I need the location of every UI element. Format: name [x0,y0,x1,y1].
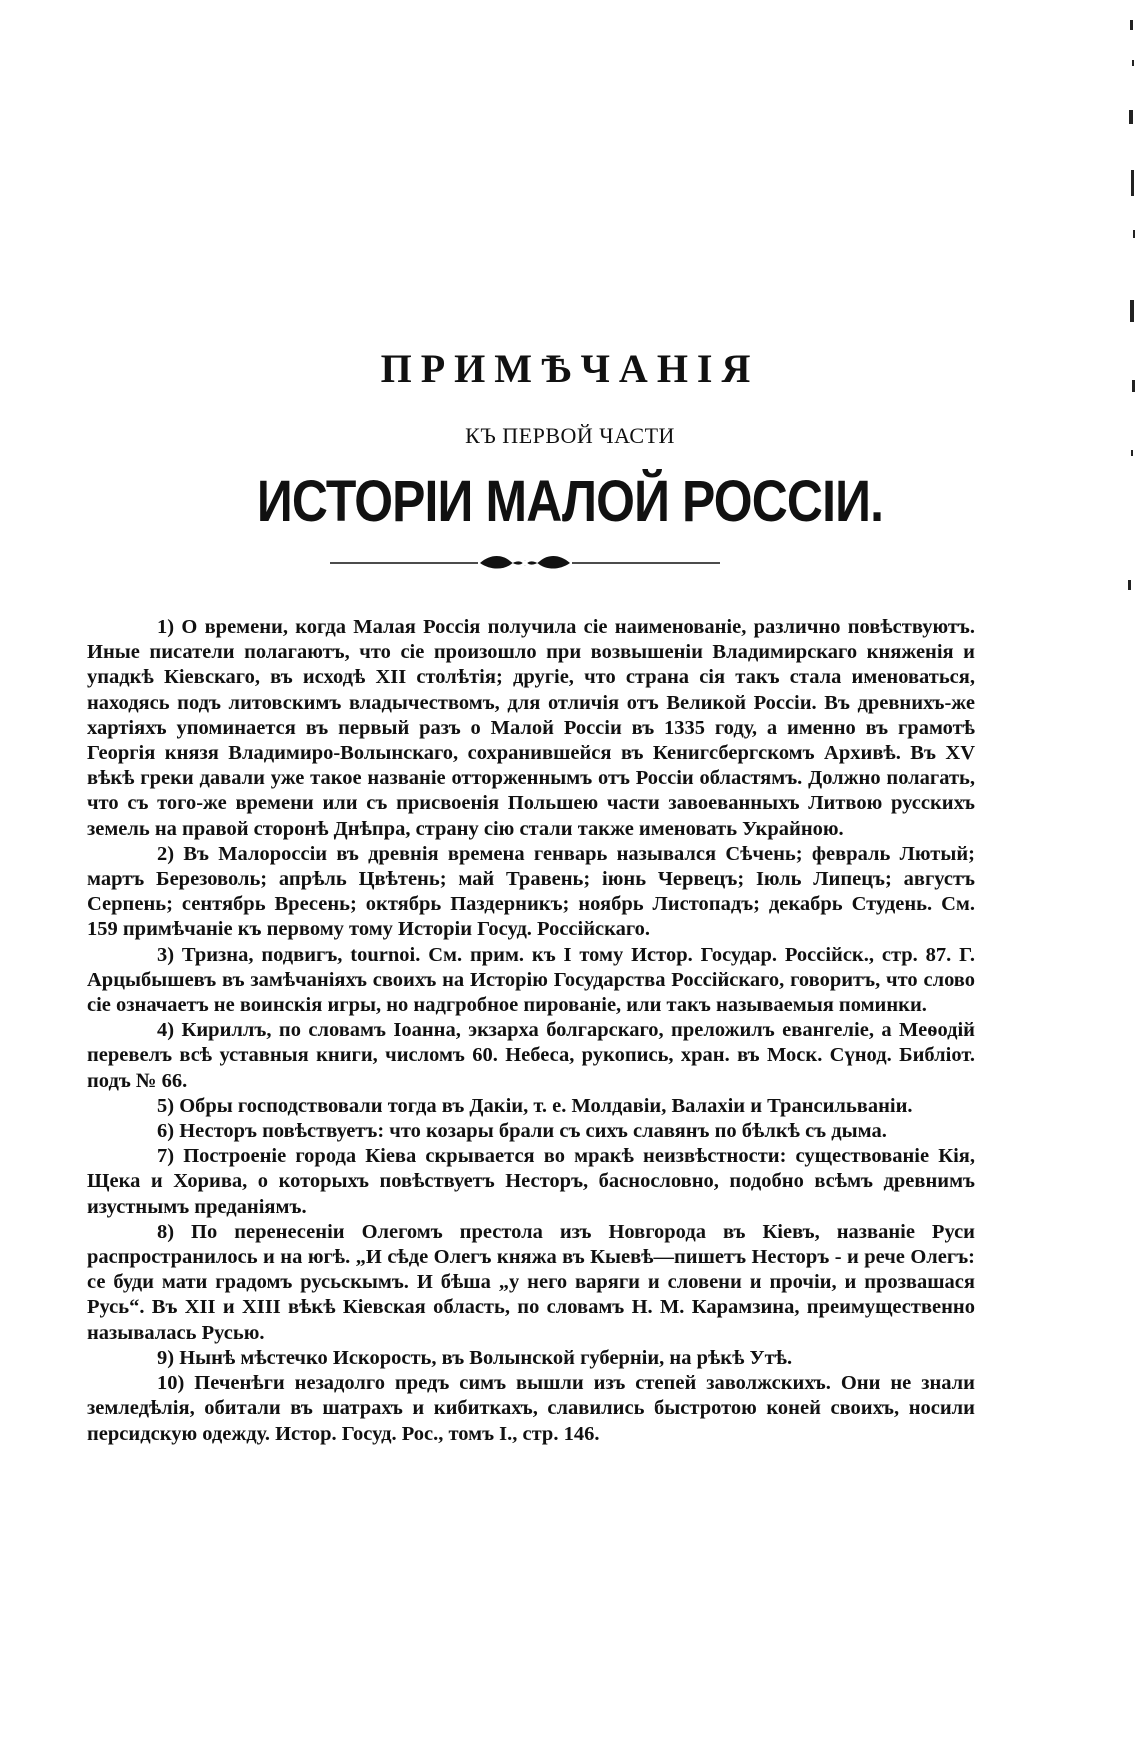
note-paragraph: 1) О времени, когда Малая Россія получила сіе наименованіе, различно повѣствуютъ. Иные писатели полагаютъ, что сіе произошло при возвышеніи Владимирскаго княженія и упадкѣ Кіевскаго, въ исходѣ XII столѣтія; другіе, что страна сія такъ стала именоваться, находясь подъ литовскимъ владычествомъ, для отличія отъ Великой Россіи. Въ древнихъ-же хартіяхъ упоминается въ первый разъ о Малой Россіи въ 1335 году, а именно въ грамотѣ Георгія князя Владимиро-Волынскаго, сохранившейся въ Кенигсбергскомъ Архивѣ. Въ XV вѣкѣ греки давали уже такое названіе отторженнымъ отъ Россіи областямъ. Должно полагать, что съ того-же времени или съ присвоенія Польшею части завоеванныхъ Литвою русскихъ земель на правой сторонѣ Днѣпра, страну сію стали также именовать Украйною. [87,616,975,840]
note-paragraph: 9) Нынѣ мѣстечко Искорость, въ Волынской губерніи, на рѣкѣ Утѣ. [157,1346,793,1369]
note-paragraph: 3) Тризна, подвигъ, tournoi. См. прим. къ I тому Истор. Государ. Россійск., стр. 87. Г. Арцыбышевъ въ замѣчаніяхъ своихъ на Исторію Государства Россійскаго, говоритъ, что слово сіе означаетъ не воинскія игры, но надгробное пированіе, или такъ называемыя поминки. [87,943,975,1017]
page-title: ПРИМѢЧАНІЯ [380,346,760,391]
note-paragraph: 6) Несторъ повѣствуетъ: что козары брали съ сихъ славянъ по бѣлкѣ съ дыма. [157,1120,887,1143]
notes-body [87,615,975,1447]
note-paragraph: 2) Въ Малороссіи въ древнія времена генварь назывался Сѣчень; февраль Лютый; мартъ Березоволь; апрѣль Цвѣтень; май Травень; іюнь Червецъ; Іюль Липецъ; августъ Серпень; сентябрь Вресень; октябрь Паздерникъ; ноябрь Листопадъ; декабрь Студень. См. 159 примѣчаніе къ первому тому Исторіи Госуд. Россійскаго. [87,842,975,941]
note-paragraph: 7) Построеніе города Кіева скрывается во мракѣ неизвѣстности: существованіе Кія, Щека и Хорива, о которыхъ повѣствуетъ Несторъ, баснословно, подобно всѣмъ древнимъ изустнымъ преданіямъ. [87,1145,975,1218]
note-paragraph: 5) Обры господствовали тогда въ Дакіи, т. е. Молдавіи, Валахіи и Трансильваніи. [157,1094,913,1117]
note-paragraph: 4) Кириллъ, по словамъ Іоанна, экзарха болгарскаго, преложилъ евангеліе, а Меѳодій перевелъ всѣ уставныя книги, числомъ 60. Небеса, рукопись, хран. въ Моск. Сүнод. Библіот. подъ № 66. [87,1019,975,1092]
note-paragraph: 8) По перенесеніи Олегомъ престола изъ Новгорода въ Кіевъ, названіе Руси распространилось и на югѣ. „И сѣде Олегъ княжа въ Кыевѣ—пишетъ Несторъ - и рече Олегъ: се буди мати градомъ русьскымъ. И бѣша „у него варяги и словени и прочіи, и прозвашася Русь“. Въ XII и XIII вѣкѣ Кіевская область, по словамъ Н. М. Карамзина, преимущественно называлась Русью. [87,1220,975,1344]
note-paragraph: 10) Печенѣги незадолго предъ симъ вышли изъ степей заволжскихъ. Они не знали земледѣлія, обитали въ шатрахъ и кибиткахъ, славились быстротою коней своихъ, носили персидскую одежду. Истор. Госуд. Рос., томъ I., стр. 146. [87,1372,975,1445]
ornamental-divider [330,552,720,574]
work-title: ИСТОРІИ МАЛОЙ РОССІИ. [256,469,884,534]
page-subtitle: КЪ ПЕРВОЙ ЧАСТИ [465,423,675,448]
